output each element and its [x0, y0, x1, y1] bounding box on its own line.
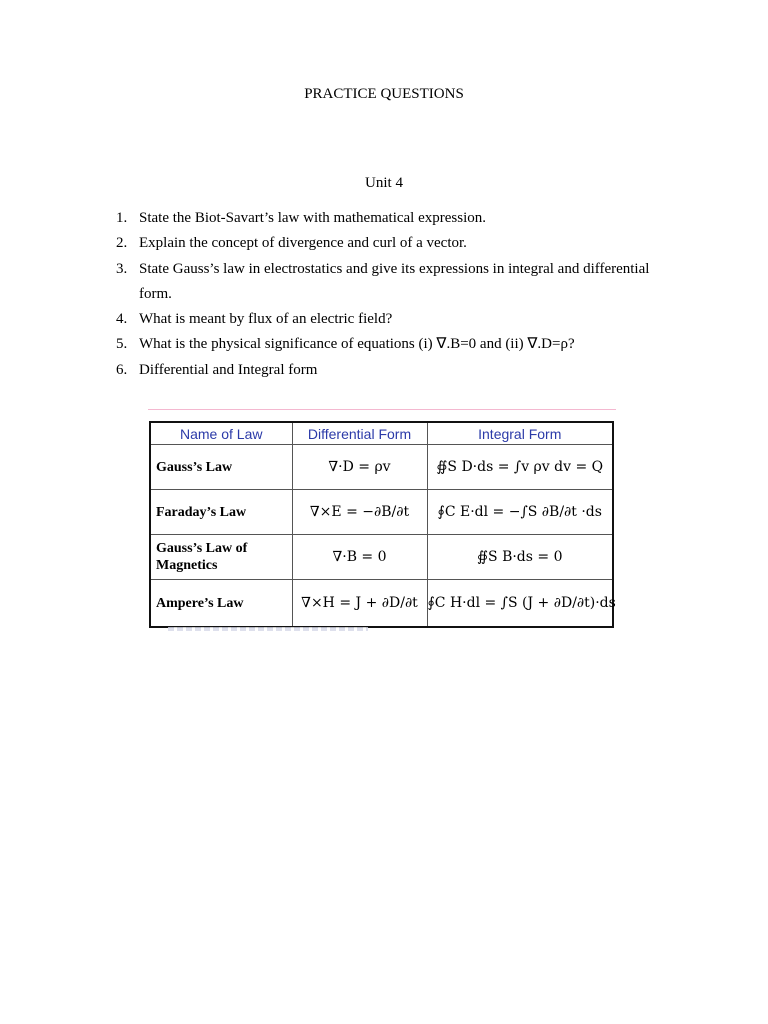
faded-source-caption [168, 627, 368, 631]
differential-form: ∇·D = ρv [292, 445, 427, 490]
differential-form: ∇×H = J + ∂D/∂t [292, 580, 427, 628]
law-name: Gauss’s Law [150, 445, 292, 490]
question-item [116, 358, 676, 383]
question-text: What is the physical significance of equations (i) ∇.B=0 and (ii) ∇.D=ρ? [139, 336, 575, 353]
question-item [116, 257, 676, 308]
question-number: 2. [116, 235, 128, 252]
question-number: 1. [116, 210, 128, 226]
divider [148, 409, 616, 410]
unit-heading: Unit 4 [365, 175, 403, 191]
differential-form: ∇·B = 0 [292, 535, 427, 580]
maxwell-equations-table [149, 421, 614, 628]
question-item [116, 231, 676, 256]
question-text: Explain the concept of divergence and curl of a vector. [139, 235, 467, 252]
table-row [150, 580, 613, 628]
page-title: PRACTICE QUESTIONS [304, 86, 464, 102]
law-name: Faraday’s Law [150, 490, 292, 535]
table-row [150, 535, 613, 580]
question-item [116, 332, 676, 357]
law-name: Ampere’s Law [150, 580, 292, 628]
question-list [116, 206, 676, 383]
question-item [116, 307, 676, 332]
table-row [150, 490, 613, 535]
integral-form: ∮C H·dl = ∫S (J + ∂D/∂t)·ds [427, 580, 613, 628]
question-text: State the Biot-Savart’s law with mathematical expression. [139, 210, 486, 226]
column-header: Name of Law [150, 422, 292, 445]
question-number: 5. [116, 336, 128, 353]
question-text: What is meant by flux of an electric field? [139, 311, 393, 328]
question-number: 6. [116, 361, 128, 378]
integral-form: ∯S D·ds = ∫v ρv dv = Q [427, 445, 613, 490]
column-header: Differential Form [292, 422, 427, 445]
integral-form: ∯S B·ds = 0 [427, 535, 613, 580]
question-number: 4. [116, 311, 128, 328]
table-header-row [150, 422, 613, 445]
question-text: Differential and Integral form [139, 361, 318, 378]
differential-form: ∇×E = −∂B/∂t [292, 490, 427, 535]
question-text: State Gauss’s law in electrostatics and give its expressions in integral and differential form. [139, 260, 650, 302]
question-number: 3. [116, 260, 128, 277]
question-item [116, 206, 676, 231]
law-name: Gauss’s Law of Magnetics [150, 535, 292, 580]
integral-form: ∮C E·dl = −∫S ∂B/∂t ·ds [427, 490, 613, 535]
column-header: Integral Form [427, 422, 613, 445]
table-row [150, 445, 613, 490]
